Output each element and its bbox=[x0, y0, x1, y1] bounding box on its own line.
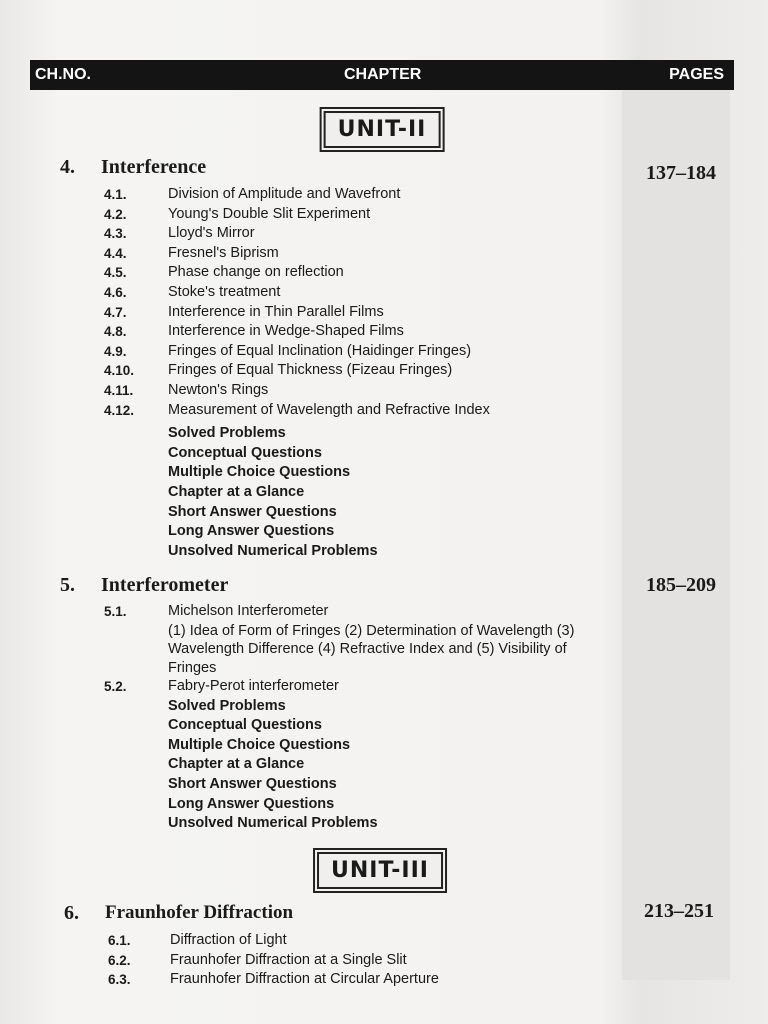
chapter-title[interactable]: Fraunhofer Diffraction bbox=[105, 902, 294, 923]
section-title: Measurement of Wavelength and Refractive Index bbox=[168, 401, 490, 418]
extra-item[interactable]: Short Answer Questions bbox=[168, 776, 337, 793]
section-item[interactable] bbox=[0, 970, 768, 990]
section-number: 4.2. bbox=[104, 206, 127, 222]
section-number: 4.4. bbox=[104, 245, 127, 261]
section-title: Fringes of Equal Inclination (Haidinger Fringes) bbox=[168, 342, 472, 359]
extras-list bbox=[0, 424, 768, 561]
section-title: Newton's Rings bbox=[168, 381, 269, 398]
section-item[interactable] bbox=[0, 361, 768, 381]
chapter-row[interactable] bbox=[0, 574, 768, 600]
section-number: 4.10. bbox=[104, 363, 135, 379]
section-number: 4.9. bbox=[104, 343, 127, 359]
section-item[interactable] bbox=[0, 401, 768, 421]
extra-item[interactable]: Multiple Choice Questions bbox=[168, 464, 351, 481]
chapter-number: 5. bbox=[60, 574, 75, 596]
chapter-number: 4. bbox=[60, 156, 75, 178]
section-item[interactable] bbox=[0, 931, 768, 951]
section-list bbox=[0, 931, 768, 990]
header-chapter: CHAPTER bbox=[344, 66, 422, 83]
section-item[interactable] bbox=[0, 185, 768, 205]
section-title: Fringes of Equal Thickness (Fizeau Fringes) bbox=[168, 362, 453, 379]
extra-item[interactable]: Unsolved Numerical Problems bbox=[168, 542, 378, 559]
chapter-row[interactable] bbox=[0, 902, 768, 928]
section-item[interactable] bbox=[0, 677, 768, 697]
section-number: 4.6. bbox=[104, 284, 127, 300]
chapter-pages: 185–209 bbox=[646, 574, 716, 596]
section-number: 4.11. bbox=[104, 382, 134, 398]
unit-heading bbox=[320, 107, 445, 152]
section-title: Young's Double Slit Experiment bbox=[168, 205, 371, 222]
extra-item[interactable]: Conceptual Questions bbox=[168, 717, 322, 734]
section-number: 4.1. bbox=[104, 187, 127, 202]
section-item[interactable] bbox=[0, 205, 768, 225]
section-title: Interference in Thin Parallel Films bbox=[168, 303, 384, 320]
unit-heading bbox=[313, 848, 447, 893]
section-list bbox=[0, 185, 768, 561]
unit-label: UNIT-II bbox=[324, 111, 441, 148]
extra-item[interactable]: Unsolved Numerical Problems bbox=[168, 815, 378, 832]
section-title: Lloyd's Mirror bbox=[168, 225, 255, 242]
extras-list bbox=[0, 697, 768, 834]
section-number: 5.2. bbox=[104, 679, 127, 695]
section-number: 6.2. bbox=[108, 952, 131, 968]
section-item[interactable] bbox=[0, 602, 768, 622]
chapter-pages: 213–251 bbox=[644, 900, 714, 922]
section-detail: (1) Idea of Form of Fringes (2) Determination of Wavelength (3) Wavelength Difference (4) Refractive Index and (5) Visibility of Fringes bbox=[168, 622, 575, 676]
toc-header-bar bbox=[30, 60, 734, 90]
section-title: Fraunhofer Diffraction at a Single Slit bbox=[170, 951, 407, 968]
extra-item[interactable]: Conceptual Questions bbox=[168, 444, 322, 461]
section-title: Stoke's treatment bbox=[168, 283, 281, 300]
section-number: 4.5. bbox=[104, 265, 127, 281]
chapter-pages: 137–184 bbox=[646, 162, 716, 184]
section-title: Interference in Wedge-Shaped Films bbox=[168, 323, 404, 340]
section-number: 4.7. bbox=[104, 304, 127, 320]
section-title: Fraunhofer Diffraction at Circular Aperture bbox=[170, 971, 439, 988]
extra-item[interactable]: Long Answer Questions bbox=[168, 523, 335, 540]
section-number: 4.12. bbox=[104, 402, 135, 418]
section-item[interactable] bbox=[0, 283, 768, 303]
section-title: Diffraction of Light bbox=[170, 932, 287, 948]
extra-item[interactable]: Chapter at a Glance bbox=[168, 483, 305, 500]
section-item[interactable] bbox=[0, 303, 768, 323]
chapter-title[interactable]: Interference bbox=[101, 156, 207, 178]
section-number: 6.1. bbox=[108, 933, 131, 948]
section-item[interactable] bbox=[0, 381, 768, 401]
section-number: 4.3. bbox=[104, 226, 127, 242]
section-number: 5.1. bbox=[104, 604, 127, 619]
section-item[interactable] bbox=[0, 322, 768, 342]
section-item[interactable] bbox=[0, 224, 768, 244]
section-item[interactable] bbox=[0, 342, 768, 362]
section-item[interactable] bbox=[0, 951, 768, 971]
section-item[interactable] bbox=[0, 244, 768, 264]
header-pages: PAGES bbox=[669, 66, 724, 83]
extra-item[interactable]: Solved Problems bbox=[168, 697, 286, 714]
chapter-title[interactable]: Interferometer bbox=[101, 574, 229, 596]
section-title: Michelson Interferometer bbox=[168, 603, 329, 619]
chapter-row[interactable] bbox=[0, 156, 768, 182]
section-item[interactable] bbox=[0, 263, 768, 283]
section-title: Division of Amplitude and Wavefront bbox=[168, 186, 401, 202]
extra-item[interactable]: Chapter at a Glance bbox=[168, 756, 305, 773]
section-list bbox=[0, 602, 768, 834]
extra-item[interactable]: Long Answer Questions bbox=[168, 795, 335, 812]
section-title: Phase change on reflection bbox=[168, 264, 344, 281]
extra-item[interactable]: Short Answer Questions bbox=[168, 503, 337, 520]
section-number: 6.3. bbox=[108, 972, 131, 988]
header-chno: CH.NO. bbox=[35, 66, 91, 83]
section-number: 4.8. bbox=[104, 324, 127, 340]
extra-item[interactable]: Multiple Choice Questions bbox=[168, 736, 351, 753]
section-title: Fresnel's Biprism bbox=[168, 244, 279, 261]
chapter-number: 6. bbox=[64, 902, 79, 924]
unit-label: UNIT-III bbox=[317, 852, 443, 889]
section-title: Fabry-Perot interferometer bbox=[168, 678, 339, 695]
extra-item[interactable]: Solved Problems bbox=[168, 425, 286, 442]
